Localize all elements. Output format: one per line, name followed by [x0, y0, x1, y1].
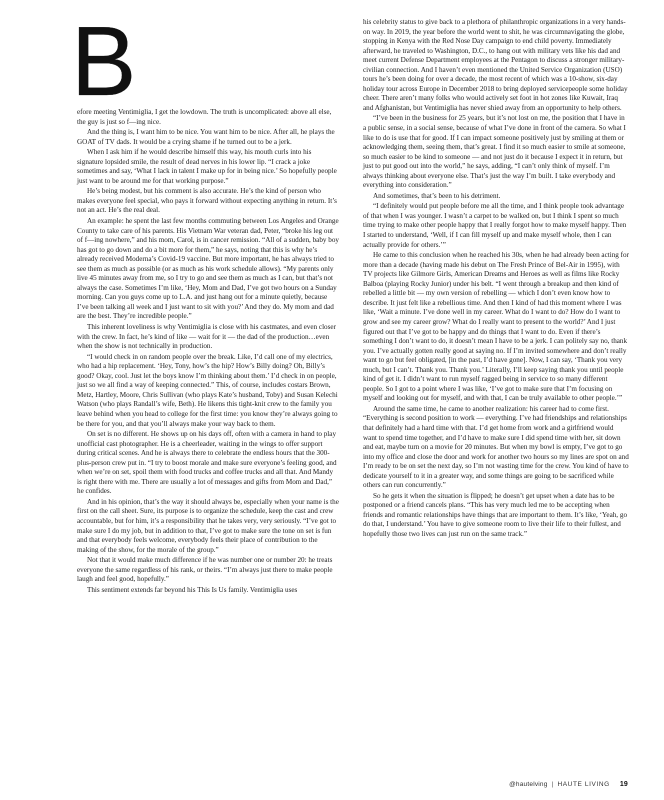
paragraph: And sometimes, that’s been to his detriment. [373, 191, 501, 200]
paragraph: This inherent loveliness is why Ventimiglia is close with his castmates, and even closer with the crew. In fact, he’s kind of like — wait for it — the dad of the production…even when the show is not technically in production. [77, 323, 336, 351]
paragraph: And in his opinion, that’s the way it should always be, especially when your name is the first on the call sheet. Sure, its purpose is to organize the schedule, keep the cast and crew accountable, but for him, it’s a responsibility that he takes very, very seriously. “I’ve got to make sure I do my job, but in addition to that, I’ve got to make sure the tone on set is fun and that everybody feels welcome, everybody feels their place of contribution to the making of the show, for the morale of the group.” [77, 497, 339, 554]
paragraph: “I definitely would put people before me all the time, and I think people took advantage of that when I was younger. I wasn’t a carpet to be walked on, but I think I spent so much time trying to make other people happy that I really forgot how to make myself happy. Then I started to understand, ‘Well, if I can fill myself up and make myself whole, then I can actually provide for others.’” [363, 202, 627, 249]
paragraph: efore meeting Ventimiglia, I get the lowdown. The truth is uncomplicated: above all else, the guy is just so f—ing nice. [77, 108, 332, 126]
paragraph: So he gets it when the situation is flipped; he doesn’t get upset when a date has to be postponed or a friend cancels plans. “This has very much led me to be accepting when friends and romantic relationships have things that are important to them. It’s like, ‘Yeah, go do that, I understand.’ You have to give someone room to live their life to their fullest, and hopefully those two lives can just run on the same track.” [363, 491, 628, 538]
paragraph: “I would check in on random people over the break. Like, I’d call one of my electrics, who had a hip replacement. ‘Hey, Tony, how’s the hip? How’s Billy doing? Oh, Billy’s good? Okay, cool. Just let the boys know I’m thinking about them.’ I’d check in on people, just so we all find a way of keeping connected.” This, of course, includes costars Brown, Metz, Hartley, Moore, Chris Sullivan (who plays Kate’s husband, Toby) and Susan Kelechi Watson (who plays Randall’s wife, Beth). He likens this tight-knit crew to the family you leave behind when you head to college for the first time: you know they’re always going to be there for you, and that you’ll always make your way back to them. [77, 352, 338, 428]
paragraph: On set is no different. He shows up on his days off, often with a camera in hand to play unofficial cast photographer. He is a cheerleader, waiting in the wings to offer support during critical scenes. And he is always there to celebrate the endless hours that the 300-plus-person crew put in. “I try to boost morale and make sure everyone’s feeling good, and when we’re on set, spoil them with food trucks and coffee trucks and all that. And Mandy is right there with me. There are usually a lot of messages and gifts from Mom and Dad,” he confides. [77, 430, 337, 496]
paragraph: Around the same time, he came to another realization: his career had to come first. “Everything is second position to work — everything. I’ve had friendships and relationships that definitely had a hard time with that. I’d get home from work and a girlfriend would want to spend time together, and I’d have to make sure I did spend time with her, sit down and eat, maybe turn on a movie for 20 minutes. But when my bowl is empty, I’ve got to go into my office and close the door and work for another two hours so my lines are spot on and I’m ready to be on set the next day, so I’m not wasting time for the crew. You kind of have to dedicate yourself to it in a greater way, and some things are going to be sacrificed while others can run concurrently.” [363, 404, 629, 490]
paragraph: This sentiment extends far beyond his This Is Us family. Ventimiglia uses [87, 585, 298, 594]
article-left-column [71, 6, 339, 596]
paragraph: Not that it would make much difference if he was number one or number 20: he treats everyone the same regardless of his rank, or theirs. “I’m always just there to make people laugh and feel good, hopefully.” [77, 556, 333, 584]
paragraph: “I’ve been in the business for 25 years, but it’s not lost on me, the position that I have in a public sense, in a social sense, because of what I’ve done in front of the camera. So what I like to do is use that for good. If I can impact someone positively just by smiling at them or acknowledging them, seeing them, that’s great. I find it so much easier to smile at someone, so much easier to be kind to someone — and not just do it because I expect it in return, but just to put good out into the world,” he says, adding, “I can’t only think of myself. I’m always thinking about everyone else. That’s just the way I’m built. I take everybody and everything into consideration.” [363, 114, 626, 190]
paragraph: He came to this conclusion when he reached his 30s, when he had already been acting for more than a decade (having made his debut on The Fresh Prince of Bel-Air in 1995), with TV projects like Gilmore Girls, American Dreams and Heroes as well as films like Rocky Balboa (playing Rocky Junior) under his belt. “I went through a breakup and then kind of rebelled a little bit — my own version of rebelling — which I don’t even know how to describe. It just felt like a rebellious time. And then I kind of had this moment where I was like, ‘Wait a minute. I’ve done well in my career. What do I want to do? How do I want to grow and see my career grow? What do I really want to present to the world?’ And I just figured out that I’ve got to be happy and do things that I want to do. Even if there’s something I don’t want to do, it doesn’t mean I have to be a jerk. I can politely say no, thank you. I’ve actually gotten really good at saying no. If I’m invited somewhere and don’t really want to go but feel obligated, [in the past, I’d have gone]. Now, I can say, ‘Thank you very much, but I can’t. Thank you. Thank you.’ Literally, I’ll keep saying thank you until people kind of get it. I didn’t want to run myself ragged being in service to so many different people. So I got to a point where I was like, ‘I’ve got to make sure that I’m focusing on myself and looking out for myself, and with that, I can be truly available to other people.’” [363, 251, 629, 403]
paragraph: An example: he spent the last few months commuting between Los Angeles and Orange County to take care of his parents. His Vietnam War veteran dad, Peter, “broke his leg out of f—ing nowhere,” and his mom, Carol, is in cancer remission. “All of a sudden, baby boy has got to go down and do a bit more for them,” he says, noting that this is why he’s already received Moderna’s Covid-19 vaccine. But more important, he has always tried to see them as much as possible (or as much as his work schedule allows). “My parents only live 45 minutes away from me, so I try to go and see them as much as I can, but that’s not always the case. Sometimes I’m like, ‘Hey, Mom and Dad, I’ve got two hours on a Sunday morning. Can you guys come up to L.A. and just hang out for a minute quietly, because I’ve been talking all week and I just want to sit with you?’ And they do. My mom and dad are the best. They’re incredible people.” [77, 217, 339, 321]
magazine-name: HAUTE LIVING [557, 781, 610, 788]
paragraph: And the thing is, I want him to be nice. You want him to be nice. After all, he plays the GOAT of TV dads. It would be a crying shame if he turned out to be a jerk. [77, 128, 335, 146]
social-handle: @hautelving [509, 781, 548, 788]
paragraph: When I ask him if he would describe himself this way, his mouth curls into his signature lopsided smile, the result of dead nerves in his lower lip. “I crack a joke sometimes and say, ‘What I lack in talent I make up for in being nice.’ So hopefully people just want to be around me for that working purpose.” [77, 148, 337, 185]
drop-cap-block [71, 6, 339, 116]
page-footer [509, 781, 628, 788]
paragraph: He’s being modest, but his comment is also accurate. He’s the kind of person who makes everyone feel special, who pays it forward without expecting anything in return. It’s not an act. He’s the real deal. [77, 187, 337, 215]
drop-cap-letter: B [71, 6, 137, 116]
page-number: 19 [619, 781, 628, 788]
paragraph: his celebrity status to give back to a plethora of philanthropic organizations in a very hands-on way. In 2019, the year before the world went to shit, he was circumnavigating the globe, stopping in Kenya with the Red Nose Day campaign to end child poverty. Immediately afterward, he traveled to Washington, D.C., to hang out with military vets like his dad and meet current Defense Department employees at the Pentagon to discuss a stronger military-civilian connection. And I haven’t even mentioned the United Service Organization (USO) tours he’s been doing for over a decade, the most recent of which was a 10-show, six-day holiday tour across Europe in December 2018 to bring deployed servicepeople some holiday cheer. There aren’t many folks who would actively set foot in hot zones like Kuwait, Iraq and Afghanistan, but Ventimiglia has never shied away from an opportunity to help others. [363, 18, 628, 112]
footer-divider: | [551, 781, 554, 788]
article-right-column [363, 18, 629, 541]
